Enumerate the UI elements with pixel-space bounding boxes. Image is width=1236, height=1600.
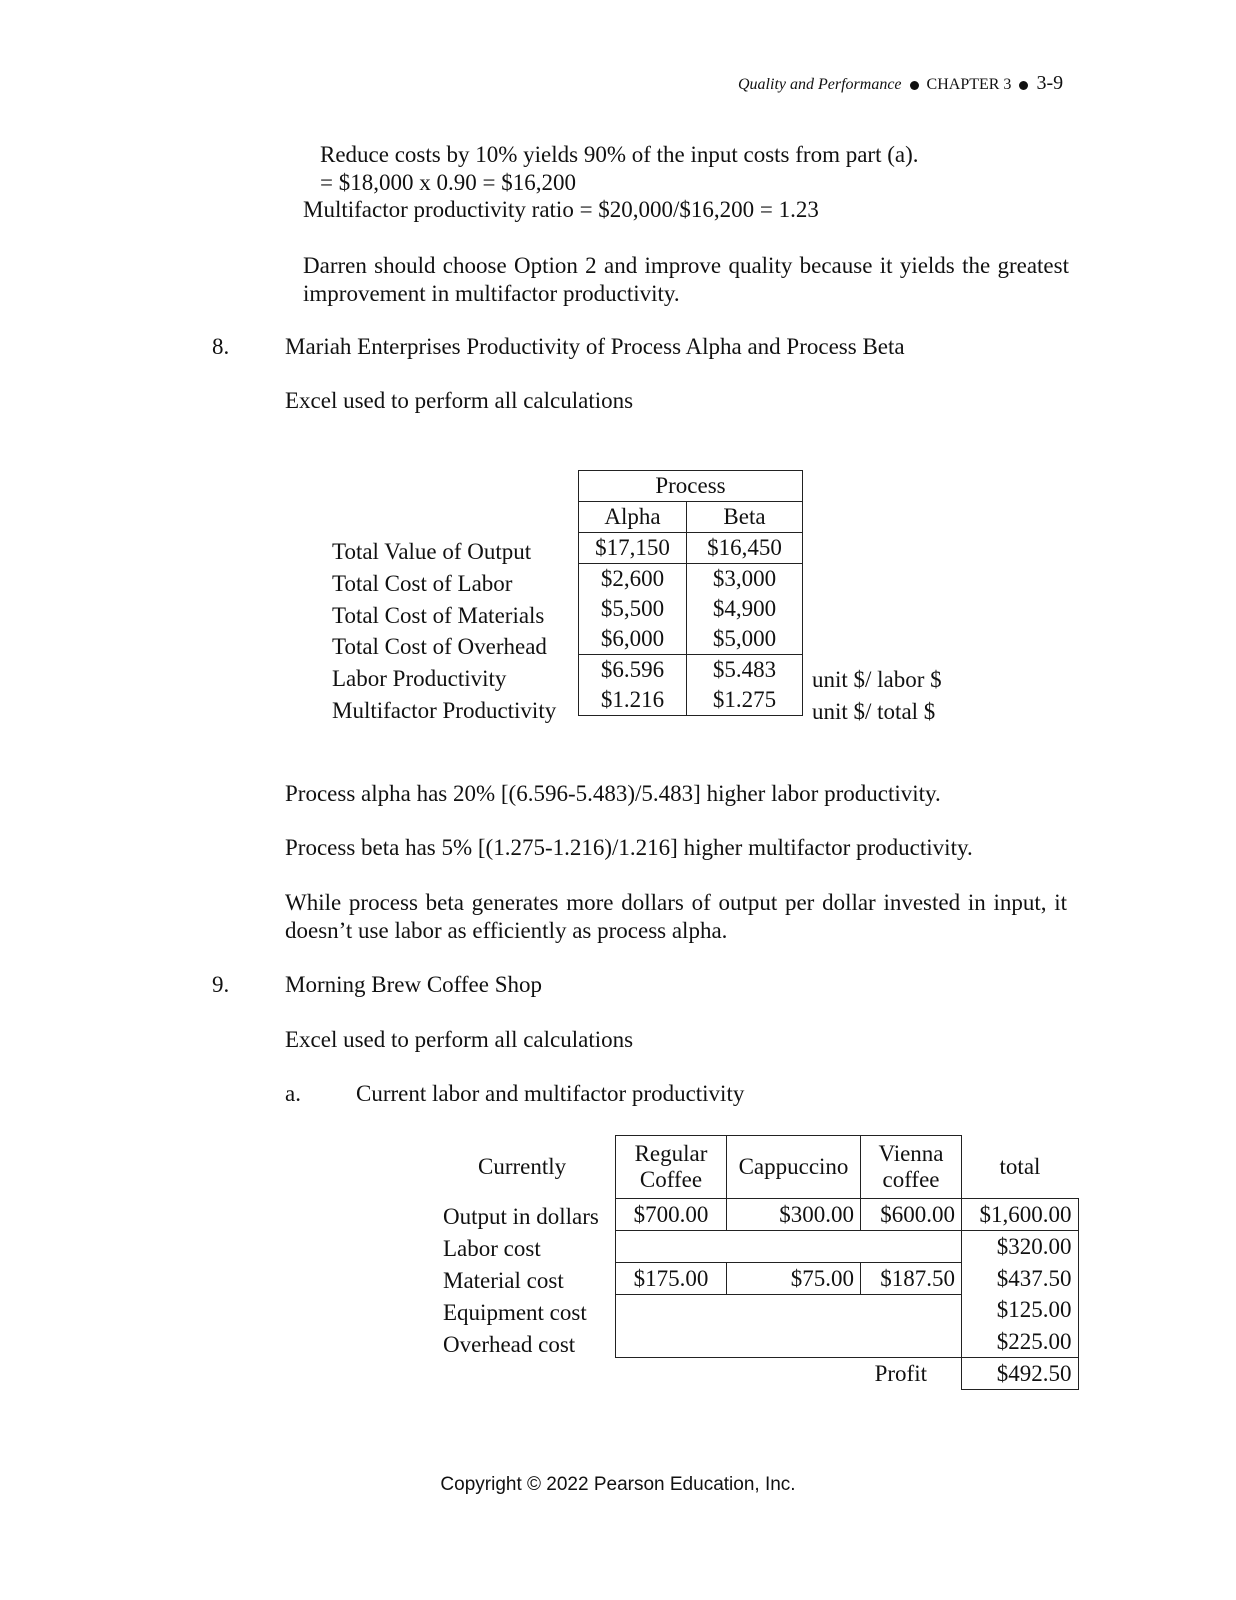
table-row bbox=[616, 1295, 1079, 1327]
table-row bbox=[616, 1199, 1079, 1231]
table-row bbox=[616, 1263, 1079, 1295]
table-cell: $5.483 bbox=[687, 655, 803, 686]
table-cell: $175.00 bbox=[616, 1263, 727, 1295]
q8-row-label: Total Cost of Materials bbox=[332, 603, 545, 628]
table-cell bbox=[861, 1295, 962, 1327]
q9-row-label: Output in dollars bbox=[443, 1204, 599, 1229]
top-line-1: Reduce costs by 10% yields 90% of the input costs from part (a). bbox=[320, 142, 919, 167]
question-number-8: 8. bbox=[212, 334, 230, 359]
q8-row-label: Labor Productivity bbox=[332, 666, 507, 691]
page-number: 3-9 bbox=[1036, 72, 1064, 94]
table-row bbox=[579, 594, 803, 624]
profit-value: $492.50 bbox=[962, 1358, 1079, 1390]
table-cell: $1,600.00 bbox=[962, 1199, 1079, 1231]
q8-row-label: Multifactor Productivity bbox=[332, 698, 557, 723]
table-cell: $3,000 bbox=[687, 564, 803, 595]
table-cell: $6.596 bbox=[579, 655, 687, 686]
chapter-label: CHAPTER 3 bbox=[926, 76, 1012, 93]
running-title: Quality and Performance bbox=[738, 76, 902, 93]
question-9-note: Excel used to perform all calculations bbox=[285, 1027, 634, 1052]
process-productivity-table bbox=[578, 470, 803, 716]
table-group-header: Process bbox=[579, 471, 803, 502]
column-header-beta: Beta bbox=[687, 502, 803, 533]
table-row bbox=[579, 533, 803, 564]
q9-row-label: Material cost bbox=[443, 1268, 564, 1293]
q9-row-label: Equipment cost bbox=[443, 1300, 587, 1325]
table-cell: $600.00 bbox=[861, 1199, 962, 1231]
q8-row-label: Total Value of Output bbox=[332, 539, 532, 564]
column-header-alpha: Alpha bbox=[579, 502, 687, 533]
table-cell bbox=[727, 1326, 861, 1358]
table-cell: $700.00 bbox=[616, 1199, 727, 1231]
table-cell bbox=[861, 1231, 962, 1263]
option-conclusion: Darren should choose Option 2 and improve quality because it yields the greatest improvement in multifactor productivity. bbox=[303, 253, 1069, 306]
table-row bbox=[579, 655, 803, 686]
profit-label: Profit bbox=[874, 1360, 927, 1386]
table-row bbox=[579, 624, 803, 655]
table-cell: $225.00 bbox=[962, 1326, 1079, 1358]
bullet-icon bbox=[1019, 81, 1028, 90]
table-cell: $6,000 bbox=[579, 624, 687, 655]
question-9-title: Morning Brew Coffee Shop bbox=[285, 972, 543, 997]
top-line-3: Multifactor productivity ratio = $20,000/$16,200 = 1.23 bbox=[303, 197, 819, 222]
q9-row-label: Overhead cost bbox=[443, 1332, 576, 1357]
table-cell: $2,600 bbox=[579, 564, 687, 595]
column-header-vienna-coffee: Vienna coffee bbox=[861, 1136, 962, 1199]
table-cell: $437.50 bbox=[962, 1263, 1079, 1295]
table-cell bbox=[616, 1326, 727, 1358]
table-cell bbox=[727, 1231, 861, 1263]
running-header bbox=[738, 72, 1063, 95]
table-cell: $320.00 bbox=[962, 1231, 1079, 1263]
table-cell: $187.50 bbox=[861, 1263, 962, 1295]
table-row bbox=[579, 685, 803, 716]
unit-label: unit $/ total $ bbox=[812, 699, 936, 724]
question-8-title: Mariah Enterprises Productivity of Process Alpha and Process Beta bbox=[285, 334, 905, 359]
q8-row-label: Total Cost of Labor bbox=[332, 571, 513, 596]
q9-row-label: Labor cost bbox=[443, 1236, 541, 1261]
part-a-title: Current labor and multifactor productivity bbox=[356, 1081, 745, 1106]
question-number-9: 9. bbox=[212, 972, 230, 997]
part-a-letter: a. bbox=[285, 1081, 301, 1106]
q8-paragraph-2: Process beta has 5% [(1.275-1.216)/1.216] higher multifactor productivity. bbox=[285, 835, 973, 860]
table-row bbox=[579, 564, 803, 595]
table-cell: $125.00 bbox=[962, 1295, 1079, 1327]
table-cell: $1.275 bbox=[687, 685, 803, 716]
table-cell: $5,500 bbox=[579, 594, 687, 624]
table-cell: $300.00 bbox=[727, 1199, 861, 1231]
coffee-shop-table bbox=[615, 1135, 1079, 1390]
q8-paragraph-3: While process beta generates more dollars of output per dollar invested in input, it doesn’t use labor as efficiently as process alpha. bbox=[285, 890, 1067, 943]
table-cell bbox=[861, 1326, 962, 1358]
question-8-note: Excel used to perform all calculations bbox=[285, 388, 634, 413]
table-cell bbox=[727, 1295, 861, 1327]
copyright-footer: Copyright © 2022 Pearson Education, Inc. bbox=[440, 1474, 796, 1495]
table-corner-label: Currently bbox=[478, 1154, 567, 1179]
table-cell bbox=[616, 1295, 727, 1327]
column-header-regular-coffee: Regular Coffee bbox=[616, 1136, 727, 1199]
table-row bbox=[616, 1231, 1079, 1263]
bullet-icon bbox=[910, 81, 919, 90]
column-header-total: total bbox=[999, 1153, 1041, 1179]
table-cell bbox=[616, 1231, 727, 1263]
q8-paragraph-1: Process alpha has 20% [(6.596-5.483)/5.483] higher labor productivity. bbox=[285, 781, 941, 806]
table-cell: $4,900 bbox=[687, 594, 803, 624]
table-cell: $1.216 bbox=[579, 685, 687, 716]
table-cell: $16,450 bbox=[687, 533, 803, 564]
table-cell: $5,000 bbox=[687, 624, 803, 655]
table-row bbox=[616, 1358, 1079, 1390]
column-header-cappuccino: Cappuccino bbox=[727, 1136, 861, 1199]
table-row bbox=[616, 1326, 1079, 1358]
top-line-2: = $18,000 x 0.90 = $16,200 bbox=[320, 170, 576, 195]
table-cell: $17,150 bbox=[579, 533, 687, 564]
table-cell: $75.00 bbox=[727, 1263, 861, 1295]
q8-row-label: Total Cost of Overhead bbox=[332, 634, 547, 659]
unit-label: unit $/ labor $ bbox=[812, 667, 942, 692]
